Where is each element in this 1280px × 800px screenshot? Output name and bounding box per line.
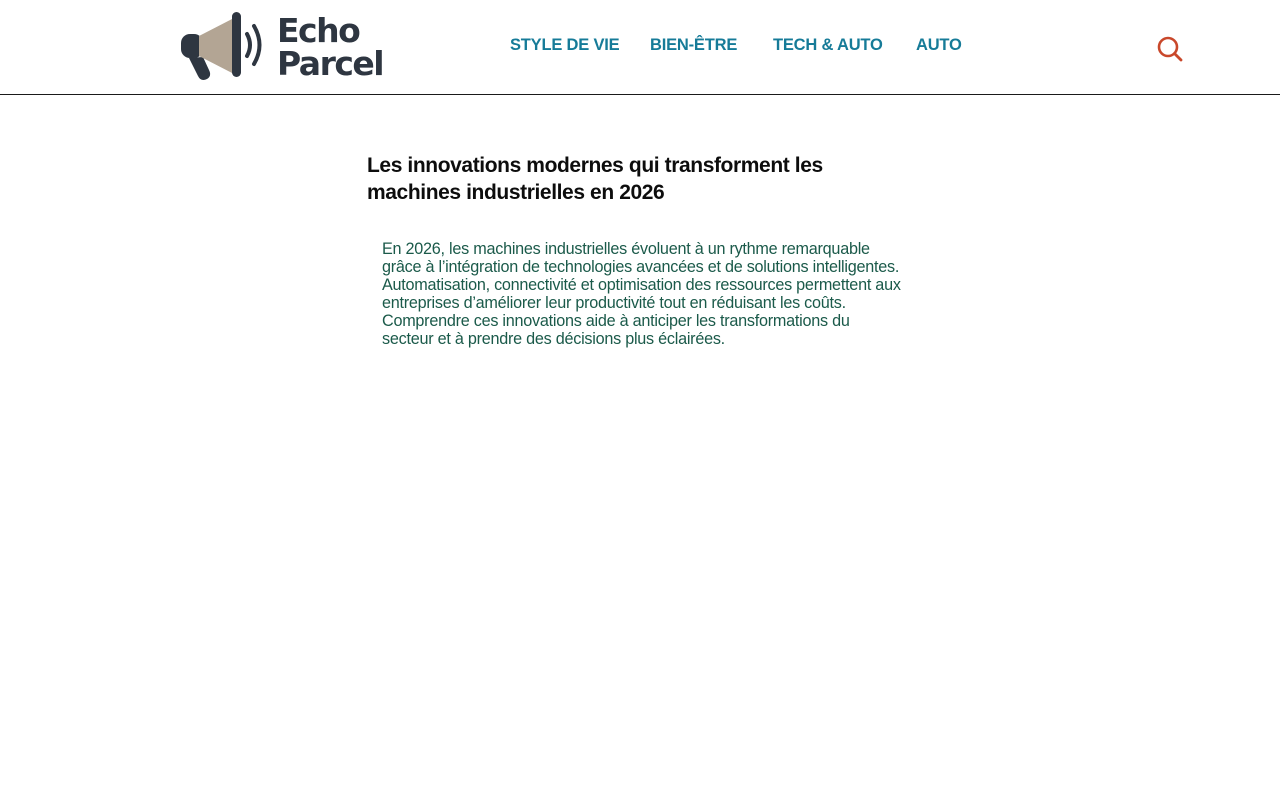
search-button[interactable] <box>1155 34 1185 64</box>
megaphone-icon <box>179 10 274 84</box>
site-header <box>0 0 1280 95</box>
article <box>367 152 907 348</box>
article-intro: En 2026, les machines industrielles évoluent à un rythme remarquable grâce à l’intégration de technologies avancées et de solutions intelligentes. Automatisation, connectivité et optimisation des ressources permettent aux entreprises d’améliorer leur productivité tout en réduisant les coûts. Comprendre ces innovations aide à anticiper les transformations du secteur et à prendre des décisions plus éclairées. <box>382 240 901 348</box>
logo-line-2: Parcel <box>277 44 384 83</box>
nav-auto[interactable]: AUTO <box>916 36 962 54</box>
search-icon <box>1155 34 1185 64</box>
site-logo-link[interactable] <box>179 10 389 84</box>
nav-style-de-vie[interactable]: STYLE DE VIE <box>510 36 620 54</box>
nav-tech-auto[interactable]: TECH & AUTO <box>773 36 883 54</box>
logo-line-1: Echo <box>277 11 360 50</box>
logo-wordmark <box>277 11 384 83</box>
article-title: Les innovations modernes qui transforment les machines industrielles en 2026 <box>367 154 823 204</box>
nav-bien-etre[interactable]: BIEN-ÊTRE <box>650 36 738 54</box>
